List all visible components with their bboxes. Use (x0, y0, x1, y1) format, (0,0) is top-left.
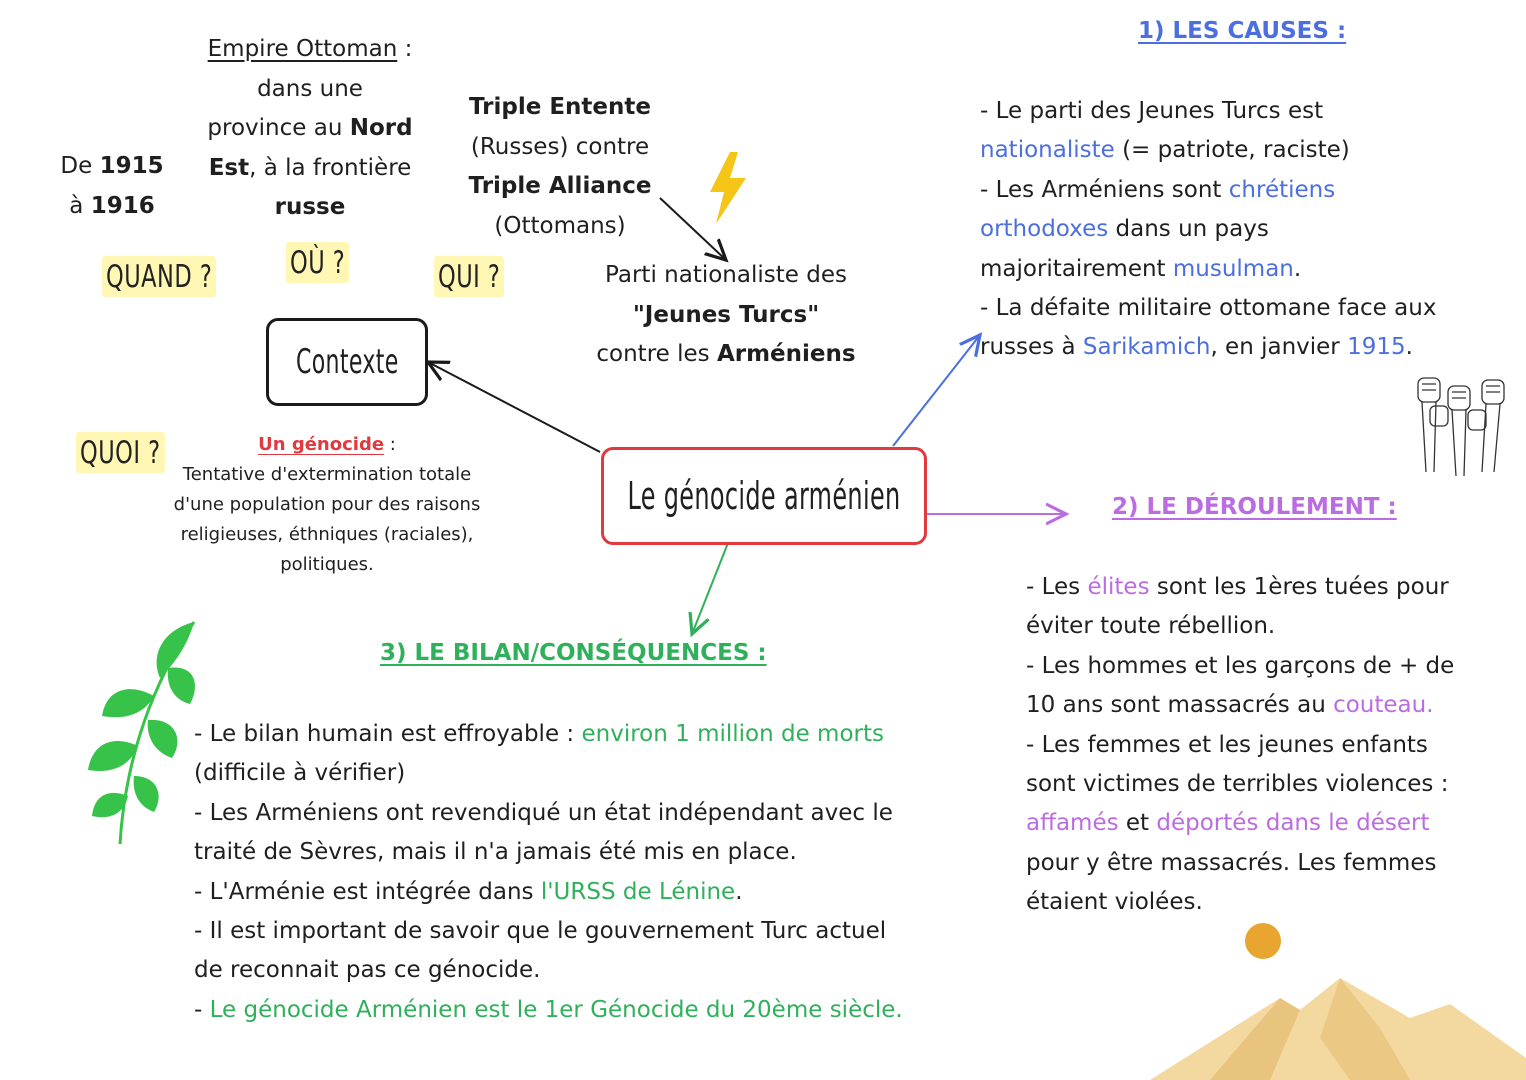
leaf-branch-icon (84, 616, 200, 846)
fists-icon (1412, 372, 1512, 480)
ou-tag: OÙ ? (286, 246, 349, 279)
causes-heading: 1) LES CAUSES : (1138, 18, 1347, 44)
center-topic-box (601, 447, 927, 545)
deroulement-text: - Les élites sont les 1ères tuées pour éviter toute rébellion. - Les hommes et les garçons de + de 10 ans sont massacrés au couteau. - Les femmes et les jeunes enfants sont victimes de terribles violences : affamés et déportés dans le désert pour y être massacrés. Les femmes étaient violées. (1026, 574, 1455, 916)
contexte-label: Contexte (295, 342, 399, 382)
qui-tag: QUI ? (434, 260, 504, 293)
sun-icon (1244, 922, 1282, 960)
arrow-to-bilan (692, 543, 728, 634)
quand-tag: QUAND ? (102, 260, 216, 293)
ou-text: Empire Ottoman : dans une province au Nord Est, à la frontière russe (207, 36, 413, 220)
qui-text: Triple Entente (Russes) contre Triple Alliance (Ottomans) (468, 94, 652, 239)
bilan-heading: 3) LE BILAN/CONSÉQUENCES : (380, 640, 767, 666)
arrow-to-causes (893, 335, 980, 446)
quoi-tag: QUOI ? (76, 436, 165, 469)
deroulement-heading: 2) LE DÉROULEMENT : (1112, 494, 1397, 520)
center-topic-title: Le génocide arménien (627, 474, 901, 518)
jeunes-turcs-text: Parti nationaliste des "Jeunes Turcs" contre les Arméniens (596, 262, 856, 367)
quoi-text: Un génocide : Tentative d'extermination totale d'une population pour des raisons religieuses, éthniques (raciales), politiques. (173, 434, 481, 575)
causes-text: - Le parti des Jeunes Turcs est nationaliste (= patriote, raciste) - Les Arméniens sont chrétiens orthodoxes dans un pays majoritairement musulman. - La défaite militaire ottomane face aux russes à Sarikamich, en janvier 1915. (980, 98, 1437, 361)
desert-dunes-icon (1150, 978, 1526, 1080)
contexte-box (266, 318, 428, 406)
bilan-text: - Le bilan humain est effroyable : environ 1 million de morts (difficile à vérifier) - Les Arméniens ont revendiqué un état indépendant avec le traité de Sèvres, mais il n'a jamais été mis en place. - L'Arménie est intégrée dans l'URSS de Lénine. - Il est important de savoir que le gouvernement Turc actuel de reconnait pas ce génocide. - Le génocide Arménien est le 1er Génocide du 20ème siècle. (194, 721, 903, 1023)
quand-text: De 1915 à 1916 (60, 153, 164, 219)
lightning-icon (708, 152, 748, 224)
